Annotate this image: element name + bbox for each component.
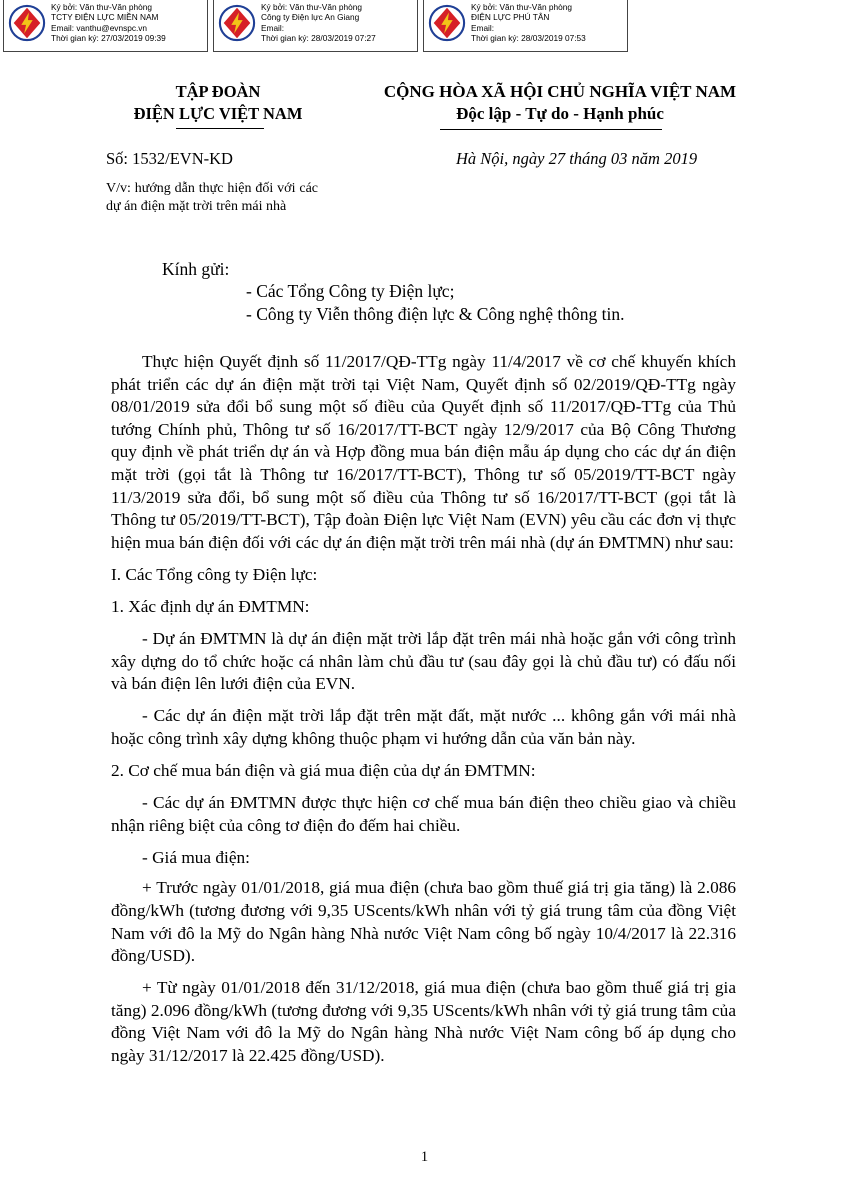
digital-signature-box [423, 0, 628, 52]
paragraph: - Dự án ĐMTMN là dự án điện mặt trời lắp đặt trên mái nhà hoặc gắn với công trình xây dựng do tổ chức hoặc cá nhân làm chủ đầu tư (sau đây gọi là chủ đầu tư) có đấu nối và bán điện lên lưới điện của EVN. [111, 629, 736, 694]
document-body [111, 351, 736, 1077]
subsection-heading: 2. Cơ chế mua bán điện và giá mua điện của dự án ĐMTMN: [111, 761, 536, 780]
signing-time: Thời gian ký: 28/03/2019 07:53 [471, 33, 586, 44]
signed-by: Ký bởi: Văn thư-Văn phòng [471, 2, 572, 12]
place-date: Hà Nội, ngày 27 tháng 03 năm 2019 [456, 149, 698, 168]
section-heading: I. Các Tổng công ty Điện lực: [111, 564, 318, 584]
paragraph: - Các dự án ĐMTMN được thực hiện cơ chế mua bán điện theo chiều giao và chiều nhận riêng biệt của công tơ điện đo đếm hai chiều. [111, 793, 736, 835]
recipient-item: - Công ty Viễn thông điện lực & Công nghệ thông tin. [246, 304, 625, 324]
document-number: Số: 1532/EVN-KD [106, 149, 233, 168]
evn-logo-icon [218, 4, 256, 42]
signer-org: ĐIỆN LỰC PHÚ TÂN [471, 12, 550, 23]
signer-org: Công ty Điện lực An Giang [261, 12, 360, 23]
greeting: Kính gửi: [162, 259, 230, 279]
organization-name-line1: TẬP ĐOÀN [175, 82, 261, 101]
paragraph: - Giá mua điện: [142, 847, 250, 867]
paragraph: - Các dự án điện mặt trời lắp đặt trên mặt đất, mặt nước ... không gắn với mái nhà hoặc công trình xây dựng không thuộc phạm vi hướng dẫn của văn bản này. [111, 706, 736, 748]
divider [176, 128, 264, 129]
paragraph: + Trước ngày 01/01/2018, giá mua điện (chưa bao gồm thuế giá trị gia tăng) là 2.086 đồng/kWh (tương đương với 9,35 UScents/kWh nhân với tỷ giá trung tâm của đồng Việt Nam với đô la Mỹ do Ngân hàng Nhà nước Việt Nam công bố ngày 10/4/2017 là 22.316 đồng/USD). [111, 878, 736, 966]
digital-signature-box [3, 0, 208, 52]
signed-by: Ký bởi: Văn thư-Văn phòng [261, 2, 362, 12]
intro-paragraph: Thực hiện Quyết định số 11/2017/QĐ-TTg ngày 11/4/2017 về cơ chế khuyến khích phát triển các dự án điện mặt trời tại Việt Nam, Quyết định số 02/2019/QĐ-TTg ngày 08/01/2019 sửa đổi bổ sung một số điều của Quyết định số 11/2017/QĐ-TTg của Thủ tướng Chính phủ, Thông tư số 16/2017/TT-BCT ngày 12/9/2017 của Bộ Công Thương quy định về phát triển dự án và Hợp đồng mua bán điện mẫu áp dụng cho các dự án điện mặt trời (gọi tắt là Thông tư 16/2017/TT-BCT), Thông tư số 05/2019/TT-BCT ngày 11/3/2019 sửa đổi, bổ sung một số điều của Thông tư số 16/2017/TT-BCT (gọi tắt là Thông tư 05/2019/TT-BCT), Tập đoàn Điện lực Việt Nam (EVN) yêu cầu các đơn vị thực hiện mua bán điện đối với các dự án điện mặt trời trên mái nhà (dự án ĐMTMN) như sau: [111, 352, 736, 552]
signed-by: Ký bởi: Văn thư-Văn phòng [51, 2, 152, 12]
document-subject: V/v: hướng dẫn thực hiện đối với các dự án điện mặt trời trên mái nhà [106, 181, 318, 214]
evn-logo-icon [428, 4, 466, 42]
signing-time: Thời gian ký: 27/03/2019 09:39 [51, 33, 166, 44]
page-number: 1 [420, 1149, 429, 1165]
paragraph: + Từ ngày 01/01/2018 đến 31/12/2018, giá mua điện (chưa bao gồm thuế giá trị gia tăng) 2.096 đồng/kWh (tương đương với 9,35 UScents/kWh nhân với tỷ giá trung tâm của đồng Việt Nam với đô la Mỹ do Ngân hàng Nhà nước Việt Nam công bố áp dụng cho ngày 31/12/2017 là 22.425 đồng/USD). [111, 978, 736, 1066]
signer-org: TCTY ĐIỆN LỰC MIỀN NAM [51, 12, 159, 23]
digital-signature-box [213, 0, 418, 52]
national-motto: Độc lập - Tự do - Hạnh phúc [456, 104, 664, 123]
signer-email: Email: [261, 22, 285, 33]
divider [440, 129, 662, 130]
signer-email: Email: vanthu@evnspc.vn [51, 22, 148, 33]
evn-logo-icon [8, 4, 46, 42]
signer-email: Email: [471, 22, 495, 33]
subsection-heading: 1. Xác định dự án ĐMTMN: [111, 596, 310, 616]
national-title: CỘNG HÒA XÃ HỘI CHỦ NGHĨA VIỆT NAM [383, 82, 737, 101]
signing-time: Thời gian ký: 28/03/2019 07:27 [261, 33, 376, 44]
organization-name-line2: ĐIỆN LỰC VIỆT NAM [133, 104, 303, 123]
recipient-item: - Các Tổng Công ty Điện lực; [246, 281, 455, 301]
